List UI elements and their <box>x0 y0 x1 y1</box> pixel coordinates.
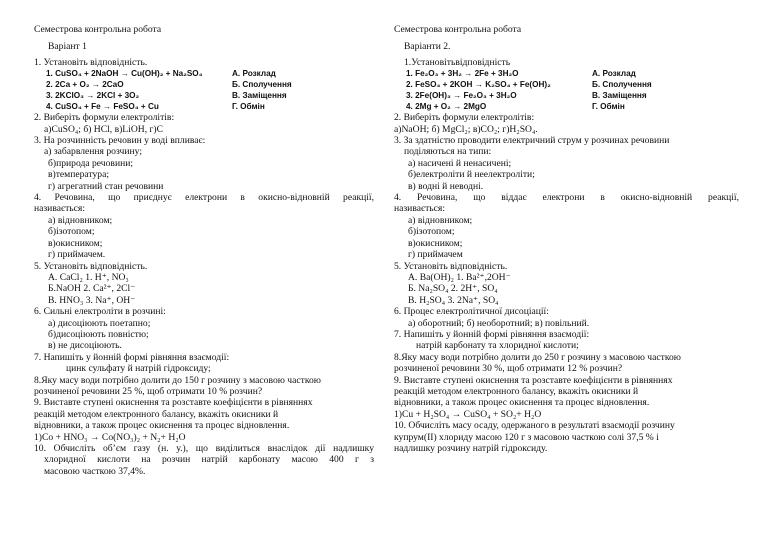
match-row: В. HNO₃ 3. Na⁺, OH⁻ <box>48 294 136 306</box>
question-8: 8.Яку масу води потрібно долити до 250 г розчину з масовою часткою <box>394 351 681 363</box>
question-10-cont: хлоридної кислоти на розчин натрій карбонату масою 400 г з <box>44 454 374 466</box>
question-10: 10. Обчисліть масу осаду, одержаного в результаті взаємодії розчину <box>394 420 675 432</box>
matching-row <box>34 101 374 112</box>
question-3: 3. За здатністю проводити електричний струм у розчинах речовини <box>394 135 670 147</box>
question-10: 10. Обчисліть об’єм газу (н. у.), що виділиться внаслідок дії надлишку <box>34 443 374 454</box>
answer-option: б)природа речовини; <box>48 157 134 169</box>
answer-option: в)окисником; <box>48 237 103 249</box>
variant-2-column <box>394 24 739 454</box>
reaction-type: А. Розклад <box>592 69 636 79</box>
answer-option: а) забарвлення розчину; <box>44 146 142 158</box>
question-7: 7. Напишіть у йонній формі рівняння взаємодії: <box>34 351 230 363</box>
question-2: 2. Виберіть формули електролітів: <box>394 112 535 124</box>
question-4-cont: називається: <box>34 203 85 215</box>
answer-option: г) приймачем. <box>48 249 106 261</box>
question-9-cont: відновники, а також процес окиснення та процес відновлення. <box>394 397 650 409</box>
question-1: 1.Установітьвідповідність <box>404 56 511 68</box>
variant-heading: Варіанти 2. <box>404 41 451 53</box>
question-9-cont: реакцій методом електронного балансу, вкажіть окисники й <box>34 408 279 420</box>
answer-option: б)ізотопом; <box>408 226 455 238</box>
question-4: 4. Речовина, що віддає електрони в окисно-відновній реакції, <box>394 192 739 204</box>
matching-row <box>394 79 739 90</box>
reaction-type: В. Заміщення <box>592 91 647 101</box>
match-row: В. H₂SO₄ 3. 2Na⁺, SO₄ <box>408 294 499 306</box>
question-6: 6. Процес електролітичної дисоціації: <box>394 306 549 318</box>
reaction-equation: 3. 2Fe(OH)₃ → Fe₂O₃ + 3H₂O <box>406 91 517 101</box>
reaction-type: Г. Обмін <box>592 102 625 112</box>
matching-row <box>394 68 739 79</box>
reaction-equation: 4. CuSO₄ + Fe → FeSO₄ + Cu <box>46 102 159 112</box>
question-3-cont: поділяються на типи: <box>404 146 492 158</box>
reaction-equation: 2. FeSO₄ + 2KOH → K₂SO₄ + Fe(OH)₂ <box>406 80 551 90</box>
question-6: 6. Сильні електроліти в розчині: <box>34 306 166 318</box>
answer-option: г) приймачем <box>408 249 463 261</box>
answer-option: в)температура; <box>48 169 110 181</box>
question-5: 5. Установіть відповідність. <box>34 260 148 272</box>
answer-option: а) відновником; <box>48 214 113 226</box>
question-10-cont: купрум(II) хлориду масою 120 г з масовою часткою солі 37,5 % і <box>394 431 659 443</box>
reaction-type: Б. Сполучення <box>592 80 652 90</box>
answer-option: в) водні й неводні. <box>408 180 484 192</box>
reaction-equation: 3. 2KClO₃ → 2KCl + 3O₂ <box>46 91 140 101</box>
question-7: 7. Напишіть у йонній формі рівняння взаємодії: <box>394 328 590 340</box>
match-row: Б. Na₂SO₄ 2. 2H⁺, SO₄ <box>408 283 498 295</box>
reaction-type: В. Заміщення <box>232 91 287 101</box>
variant-1-column <box>34 24 374 477</box>
question-7-cont: цинк сульфату й натрій гідроксиду; <box>66 363 211 375</box>
matching-row <box>34 68 374 79</box>
matching-row <box>34 90 374 101</box>
question-9: 9. Виставте ступені окиснення та розставте коефіцієнти в рівняннях <box>34 397 313 409</box>
page-title: Семестрова контрольна робота <box>394 24 522 35</box>
redox-equation: 1)Cu + H₂SO₄ → CuSO₄ + SO₂+ H₂O <box>394 408 542 420</box>
question-3: 3. На розчинність речовин у воді впливає: <box>34 135 206 147</box>
matching-table <box>394 68 739 112</box>
reaction-type: Б. Сполучення <box>232 80 292 90</box>
question-2: 2. Виберіть формули електролітів: <box>34 112 175 124</box>
matching-row <box>34 79 374 90</box>
question-7-cont: натрій карбонату та хлоридної кислоти; <box>416 340 579 352</box>
answer-option: б)дисоціюють повністю; <box>48 328 149 340</box>
question-9: 9. Виставте ступені окиснення та розставте коефіцієнти в рівняннях <box>394 374 673 386</box>
reaction-type: Г. Обмін <box>232 102 265 112</box>
variant-heading: Варіант 1 <box>48 41 87 53</box>
matching-table <box>34 68 374 112</box>
matching-row <box>394 101 739 112</box>
answer-option: в)окисником; <box>408 237 463 249</box>
question-9-cont: відновники, а також процес окиснення та процес відновлення. <box>34 420 290 432</box>
question-4: 4. Речовина, що приєднує електрони в окисно-відновній реакції, <box>34 192 374 204</box>
answer-option: в) не дисоціюють. <box>48 340 122 352</box>
reaction-equation: 4. 2Mg + O₂ → 2MgO <box>406 102 487 112</box>
question-9-cont: реакцій методом електронного балансу, вкажіть окисники й <box>394 385 639 397</box>
answer-options: а)NaOH; б) MgCl₂; в)CO₂; г)H₂SO₄. <box>394 123 538 135</box>
question-10-cont: надлишку розчину натрій гідроксиду. <box>394 443 548 454</box>
match-row: Б.NaOH 2. Ca²⁺, 2Cl⁻ <box>48 283 136 295</box>
reaction-equation: 1. CuSO₄ + 2NaOH → Cu(OH)₂ + Na₂SO₄ <box>46 69 203 79</box>
question-5: 5. Установіть відповідність. <box>394 260 508 272</box>
match-row: А. CaCl₂ 1. H⁺, NO₃ <box>48 271 129 283</box>
answer-option: а) насичені й ненасичені; <box>408 157 512 169</box>
matching-row <box>394 90 739 101</box>
answer-option: а) відновником; <box>408 214 473 226</box>
answer-options: а) оборотний; б) необоротний; в) повільний. <box>408 317 590 329</box>
reaction-type: А. Розклад <box>232 69 276 79</box>
answer-option: б)електроліти й неелектроліти; <box>408 169 535 181</box>
question-10-cont: масовою часткою 37,4%. <box>44 465 146 477</box>
answer-option: г) агрегатний стан речовини <box>48 180 164 192</box>
answer-options: а)CuSO₄; б) HCl, в)LiOH, г)C <box>44 123 164 135</box>
question-4-cont: називається: <box>394 203 445 215</box>
reaction-equation: 1. Fe₂O₃ + 3H₂ → 2Fe + 3H₂O <box>406 69 519 79</box>
page-title: Семестрова контрольна робота <box>34 24 162 35</box>
question-1: 1. Установіть відповідність. <box>34 56 148 68</box>
question-8-cont: розчиненої речовини 25 %, щоб отримати 10 % розчин? <box>34 385 263 397</box>
redox-equation: 1)Co + HNO₃ → Co(NO₃)₂ + N₂+ H₂O <box>34 431 186 443</box>
reaction-equation: 2. 2Ca + O₂ → 2CaO <box>46 80 124 90</box>
question-8: 8.Яку масу води потрібно долити до 150 г розчину з масовою часткою <box>34 374 321 386</box>
question-8-cont: розчиненої речовини 30 %, щоб отримати 12 % розчин? <box>394 363 623 375</box>
answer-option: а) дисоціюють поетапно; <box>48 317 151 329</box>
match-row: А. Ba(OH)₂ 1. Ba²⁺,2OH⁻ <box>408 271 511 283</box>
answer-option: б)ізотопом; <box>48 226 95 238</box>
